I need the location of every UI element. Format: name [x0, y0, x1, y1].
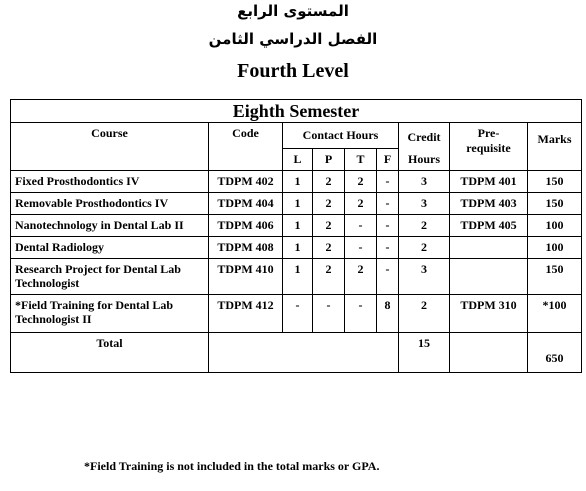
practical-hours: 2: [313, 193, 345, 215]
tutorial-hours: 2: [345, 171, 377, 193]
marks: *100: [528, 295, 582, 333]
header-contact-hours: Contact Hours: [283, 123, 399, 149]
arabic-semester-heading: الفصل الدراسي الثامن: [208, 30, 378, 48]
header-f: F: [377, 148, 399, 170]
practical-hours: 2: [313, 237, 345, 259]
lecture-hours: -: [283, 295, 313, 333]
marks: 150: [528, 171, 582, 193]
marks: 100: [528, 237, 582, 259]
prerequisite: TDPM 310: [450, 295, 528, 333]
tutorial-hours: 2: [345, 193, 377, 215]
course-name: Removable Prosthodontics IV: [11, 193, 209, 215]
practical-hours: 2: [313, 215, 345, 237]
total-label: Total: [11, 333, 209, 373]
header-credit-line2: Hours: [407, 152, 440, 166]
table-row: [11, 237, 582, 259]
field-hours: -: [377, 193, 399, 215]
credit-hours: 2: [399, 215, 450, 237]
course-code: TDPM 406: [209, 215, 283, 237]
header-l: L: [283, 148, 313, 170]
tutorial-hours: -: [345, 295, 377, 333]
credit-hours: 3: [399, 193, 450, 215]
lecture-hours: 1: [283, 237, 313, 259]
lecture-hours: 1: [283, 259, 313, 295]
course-name: Nanotechnology in Dental Lab II: [11, 215, 209, 237]
total-prerequisite-empty: [450, 333, 528, 373]
semester-title: Eighth Semester: [11, 100, 582, 123]
marks: 100: [528, 215, 582, 237]
lecture-hours: 1: [283, 215, 313, 237]
practical-hours: 2: [313, 259, 345, 295]
header-t: T: [345, 148, 377, 170]
footnote: *Field Training is not included in the total marks or GPA.: [84, 459, 380, 473]
course-code: TDPM 412: [209, 295, 283, 333]
header-course: Course: [11, 123, 209, 171]
credit-hours: 3: [399, 171, 450, 193]
course-name: Dental Radiology: [11, 237, 209, 259]
course-code: TDPM 410: [209, 259, 283, 295]
course-table: [10, 99, 582, 373]
course-name: *Field Training for Dental Lab Technologist II: [11, 295, 209, 333]
practical-hours: -: [313, 295, 345, 333]
lecture-hours: 1: [283, 171, 313, 193]
course-name: Fixed Prosthodontics IV: [11, 171, 209, 193]
course-code: TDPM 402: [209, 171, 283, 193]
course-code: TDPM 404: [209, 193, 283, 215]
prerequisite: [450, 259, 528, 295]
header-code: Code: [209, 123, 283, 171]
table-row: [11, 193, 582, 215]
header-marks: Marks: [528, 123, 582, 171]
table-row: [11, 215, 582, 237]
prerequisite: [450, 237, 528, 259]
marks: 150: [528, 259, 582, 295]
field-hours: -: [377, 259, 399, 295]
course-name: Research Project for Dental Lab Technologist: [11, 259, 209, 295]
credit-hours: 3: [399, 259, 450, 295]
total-empty-cell: [209, 333, 399, 373]
field-hours: -: [377, 171, 399, 193]
marks: 150: [528, 193, 582, 215]
practical-hours: 2: [313, 171, 345, 193]
header-credit-hours: [399, 123, 450, 171]
prerequisite: TDPM 401: [450, 171, 528, 193]
total-credit-hours: 15: [399, 333, 450, 373]
arabic-level-heading: المستوى الرابع: [237, 2, 349, 20]
header-prerequisite: Pre-requisite: [450, 123, 528, 171]
table-row: [11, 295, 582, 333]
header-p: P: [313, 148, 345, 170]
header-credit-line1: Credit: [407, 130, 441, 144]
total-marks: 650: [528, 333, 582, 373]
credit-hours: 2: [399, 295, 450, 333]
lecture-hours: 1: [283, 193, 313, 215]
prerequisite: TDPM 403: [450, 193, 528, 215]
tutorial-hours: -: [345, 215, 377, 237]
field-hours: -: [377, 237, 399, 259]
level-title: Fourth Level: [237, 60, 349, 82]
prerequisite: TDPM 405: [450, 215, 528, 237]
field-hours: -: [377, 215, 399, 237]
tutorial-hours: -: [345, 237, 377, 259]
table-row: [11, 259, 582, 295]
field-hours: 8: [377, 295, 399, 333]
course-code: TDPM 408: [209, 237, 283, 259]
credit-hours: 2: [399, 237, 450, 259]
tutorial-hours: 2: [345, 259, 377, 295]
table-row: [11, 171, 582, 193]
total-row: [11, 333, 582, 373]
